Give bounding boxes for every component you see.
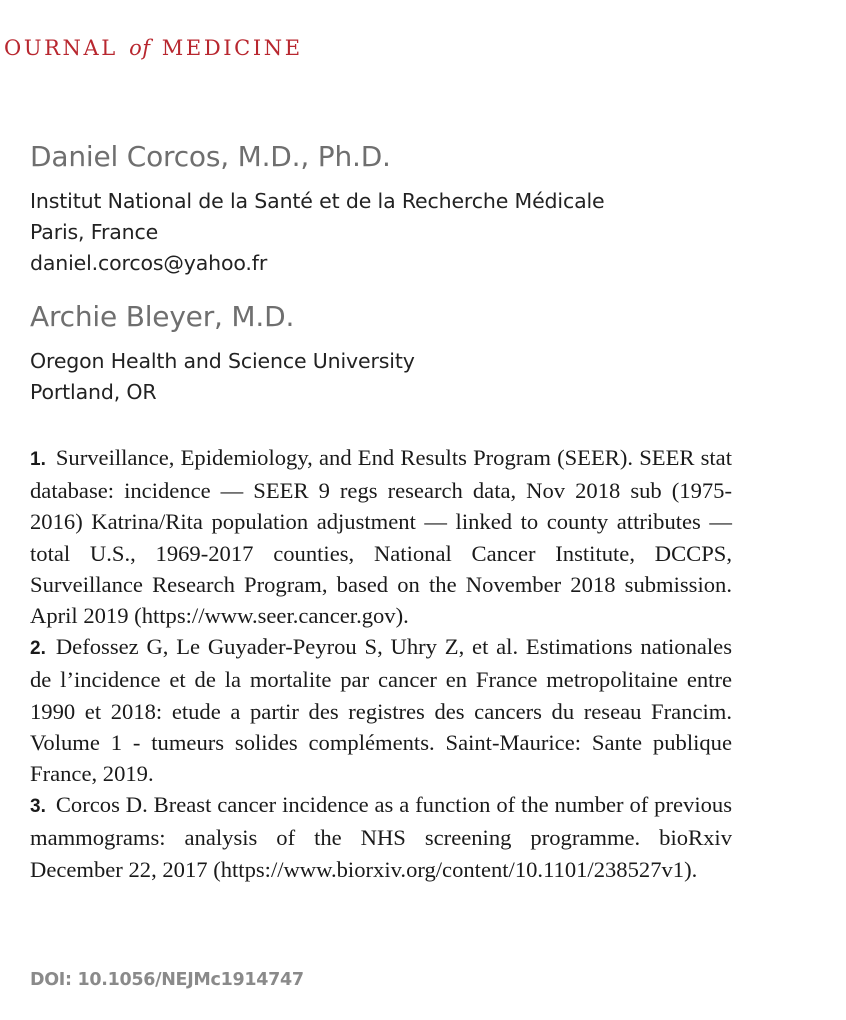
author-block-1 xyxy=(30,140,605,279)
author-affiliation xyxy=(30,186,605,279)
author-name: Daniel Corcos, M.D., Ph.D. xyxy=(30,140,391,173)
reference-text: Surveillance, Epidemiology, and End Results Program (SEER). SEER stat database: incidence — SEER 9 regs research data, Nov 2018 sub (1975-2016) Katrina/Rita population adjustment — linked to county attributes — total U.S., 1969-2017 counties, National Cancer Institute, DCCPS, Surveillance Research Program, based on the November 2018 submission. April 2019 (https://www.seer.cancer.gov). xyxy=(30,445,732,629)
affiliation-institution: Institut National de la Santé et de la Recherche Médicale xyxy=(30,189,605,213)
reference-number: 2. xyxy=(30,638,46,660)
masthead-of: of xyxy=(129,36,151,60)
author-block-2 xyxy=(30,300,415,408)
author-email[interactable]: daniel.corcos@yahoo.fr xyxy=(30,251,268,275)
reference-item xyxy=(30,442,732,631)
reference-item xyxy=(30,631,732,789)
author-affiliation xyxy=(30,346,415,408)
journal-masthead xyxy=(4,38,303,59)
affiliation-location: Portland, OR xyxy=(30,380,157,404)
reference-text: Corcos D. Breast cancer incidence as a function of the number of previous mammograms: analysis of the NHS screening programme. bioRxiv December 22, 2017 (https://www.biorxiv.org/​content/10.1101/238527v1). xyxy=(30,792,732,882)
reference-list xyxy=(30,442,732,885)
affiliation-location: Paris, France xyxy=(30,220,159,244)
masthead-suffix: MEDICINE xyxy=(161,36,303,60)
reference-number: 1. xyxy=(30,449,46,470)
reference-text: Defossez G, Le Guyader-Peyrou S, Uhry Z, et al. Estimations nationales de l’incidence et de la mortalite par cancer en France metropolitaine entre 1990 et 2018: etude a partir des registres des cancers du reseau Francim. Volume 1 - tumeurs solides compléments. Saint-Maurice: Sante publique France, 2019. xyxy=(30,634,732,787)
author-name: Archie Bleyer, M.D. xyxy=(30,300,295,333)
reference-item xyxy=(30,789,732,885)
masthead-prefix: OURNAL xyxy=(4,36,118,60)
affiliation-institution: Oregon Health and Science University xyxy=(30,349,415,373)
reference-number: 3. xyxy=(30,796,46,818)
doi-label[interactable]: DOI: 10.1056/NEJMc1914747 xyxy=(30,970,304,990)
